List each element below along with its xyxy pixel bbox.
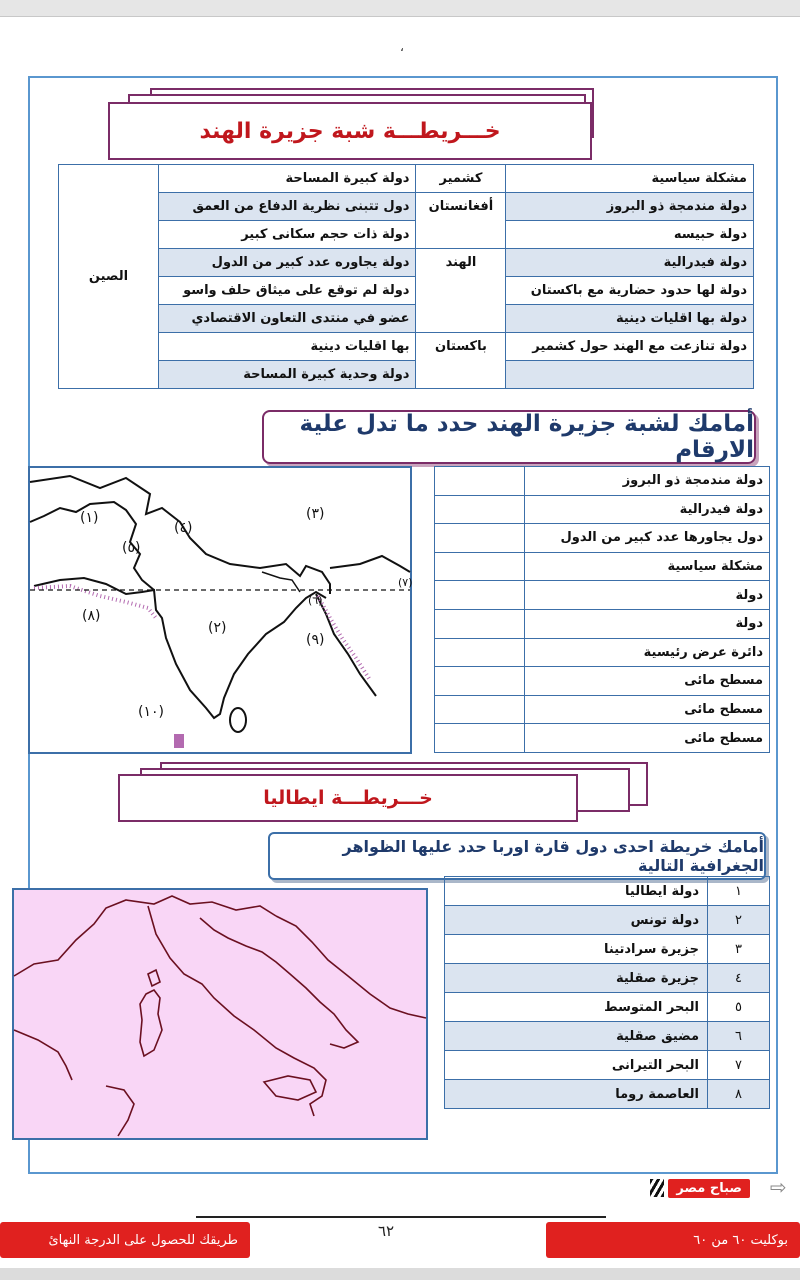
map-label-10: (١٠)	[138, 704, 164, 720]
country-cell: أفغانستان	[416, 193, 506, 249]
italy-map-drawing	[14, 890, 426, 1138]
table-row	[435, 524, 770, 553]
table-cell: دولة	[524, 609, 769, 638]
table-cell: مشكلة سياسية	[524, 552, 769, 581]
table-row	[59, 249, 754, 277]
table-cell: دول تتبنى نظرية الدفاع من العمق	[158, 193, 416, 221]
table-row	[59, 305, 754, 333]
table-cell: بها اقليات دينية	[158, 333, 416, 361]
answer-cell[interactable]	[435, 638, 525, 667]
answer-cell[interactable]	[435, 695, 525, 724]
table-cell: دولة بها اقليات دينية	[506, 305, 754, 333]
table-row	[435, 724, 770, 753]
table-cell: دولة لم توقع على ميثاق حلف واسو	[158, 277, 416, 305]
row-number: ٤	[708, 964, 770, 993]
row-number: ٨	[708, 1080, 770, 1109]
table-cell: دولة ذات حجم سكانى كبير	[158, 221, 416, 249]
table-cell: دائرة عرض رئيسية	[524, 638, 769, 667]
table-cell: البحر المتوسط	[445, 993, 708, 1022]
table-cell: دولة كبيرة المساحة	[158, 165, 416, 193]
title-banner-india	[108, 88, 608, 160]
table-cell: دولة حبيسه	[506, 221, 754, 249]
table-row	[445, 906, 770, 935]
table-row	[435, 667, 770, 696]
table-cell: مسطح مائى	[524, 724, 769, 753]
table-row	[59, 361, 754, 389]
table-row	[435, 467, 770, 496]
table-cell	[506, 361, 754, 389]
row-number: ٦	[708, 1022, 770, 1051]
italy-map-heading: أمامك خريطة احدى دول قارة اوربا حدد عليها الظواهر الجغرافية التالية	[268, 832, 766, 880]
table-cell: دولة تونس	[445, 906, 708, 935]
table-row	[59, 193, 754, 221]
table-row	[435, 581, 770, 610]
row-number: ١	[708, 877, 770, 906]
china-cell: الصين	[59, 165, 159, 389]
answer-cell[interactable]	[435, 495, 525, 524]
table-cell: جزيرة صقلية	[445, 964, 708, 993]
table-cell: دولة يجاوره عدد كبير من الدول	[158, 249, 416, 277]
table-cell: دولة لها حدود حضارية مع باكستان	[506, 277, 754, 305]
title-india: خـــريطـــة شبة جزيرة الهند	[108, 102, 592, 160]
map-label-5: (٥)	[122, 540, 141, 556]
row-number: ٥	[708, 993, 770, 1022]
table-cell: دولة وحدية كبيرة المساحة	[158, 361, 416, 389]
table-row	[435, 638, 770, 667]
footer-right-text: بوكليت ٦٠ من ٦٠	[693, 1232, 788, 1248]
table-row	[445, 993, 770, 1022]
top-bar	[0, 0, 800, 17]
italy-map	[12, 888, 428, 1140]
india-map	[28, 466, 412, 754]
top-mark: ،	[400, 40, 404, 54]
row-number: ٣	[708, 935, 770, 964]
page-number: ٦٢	[378, 1222, 395, 1240]
india-features-table	[434, 466, 770, 753]
table-cell: دولة ايطاليا	[445, 877, 708, 906]
map-label-7: (٧)	[398, 576, 413, 589]
map-label-3: (٣)	[306, 506, 325, 522]
logo-stripes-icon	[650, 1179, 664, 1197]
map-label-9: (٩)	[306, 632, 325, 648]
table-cell: دولة مندمجة ذو البروز	[524, 467, 769, 496]
table-row	[59, 277, 754, 305]
table-cell: عضو في منتدى التعاون الاقتصادي	[158, 305, 416, 333]
table-cell: دولة مندمجة ذو البروز	[506, 193, 754, 221]
title-banner-italy	[118, 762, 648, 822]
site-logo	[620, 1176, 750, 1200]
table-row	[435, 495, 770, 524]
answer-cell[interactable]	[435, 667, 525, 696]
table-row	[59, 333, 754, 361]
table-cell: مسطح مائى	[524, 667, 769, 696]
table-cell: دولة فيدرالية	[506, 249, 754, 277]
answer-cell[interactable]	[435, 581, 525, 610]
india-states-table	[58, 164, 754, 389]
table-row	[435, 695, 770, 724]
table-cell: العاصمة روما	[445, 1080, 708, 1109]
table-row	[435, 552, 770, 581]
map-label-8: (٨)	[82, 608, 101, 624]
table-row	[445, 964, 770, 993]
answer-cell[interactable]	[435, 467, 525, 496]
row-number: ٧	[708, 1051, 770, 1080]
country-cell: كشمير	[416, 165, 506, 193]
country-cell: الهند	[416, 249, 506, 333]
table-cell: مضيق صقلية	[445, 1022, 708, 1051]
footer-rule	[196, 1216, 606, 1218]
share-arrow-icon[interactable]: ⇨	[770, 1175, 787, 1199]
footer-right-badge	[546, 1222, 800, 1258]
answer-cell[interactable]	[435, 724, 525, 753]
table-row	[435, 609, 770, 638]
table-cell: مسطح مائى	[524, 695, 769, 724]
table-cell: دولة تنازعت مع الهند حول كشمير	[506, 333, 754, 361]
table-cell: دول يجاورها عدد كبير من الدول	[524, 524, 769, 553]
answer-cell[interactable]	[435, 609, 525, 638]
india-map-drawing	[30, 468, 413, 752]
table-cell: البحر التيرانى	[445, 1051, 708, 1080]
map-label-1: (١)	[80, 510, 99, 526]
table-row	[445, 1051, 770, 1080]
table-row	[445, 935, 770, 964]
map-label-6: (٦)	[308, 594, 323, 607]
table-row	[59, 165, 754, 193]
table-cell: دولة	[524, 581, 769, 610]
table-cell: دولة فيدرالية	[524, 495, 769, 524]
table-row	[445, 877, 770, 906]
table-row	[59, 221, 754, 249]
answer-cell[interactable]	[435, 552, 525, 581]
country-cell: باكستان	[416, 333, 506, 389]
table-row	[445, 1080, 770, 1109]
map-label-2: (٢)	[208, 620, 227, 636]
italy-features-table	[444, 876, 770, 1109]
row-number: ٢	[708, 906, 770, 935]
table-cell: جزيرة سرادتينا	[445, 935, 708, 964]
title-italy: خـــريطـــة ايطاليا	[118, 774, 578, 822]
footer-left-text: طريقك للحصول على الدرجة النهائ	[48, 1232, 238, 1248]
india-map-heading: أمامك لشبة جزيرة الهند حدد ما تدل علية الارقام	[262, 410, 756, 464]
footer-left-badge	[0, 1222, 250, 1258]
table-cell: مشكلة سياسية	[506, 165, 754, 193]
bottom-bar	[0, 1268, 800, 1280]
table-row	[445, 1022, 770, 1051]
logo-text: صباح مصر	[668, 1179, 750, 1198]
map-label-4: (٤)	[174, 520, 193, 536]
answer-cell[interactable]	[435, 524, 525, 553]
